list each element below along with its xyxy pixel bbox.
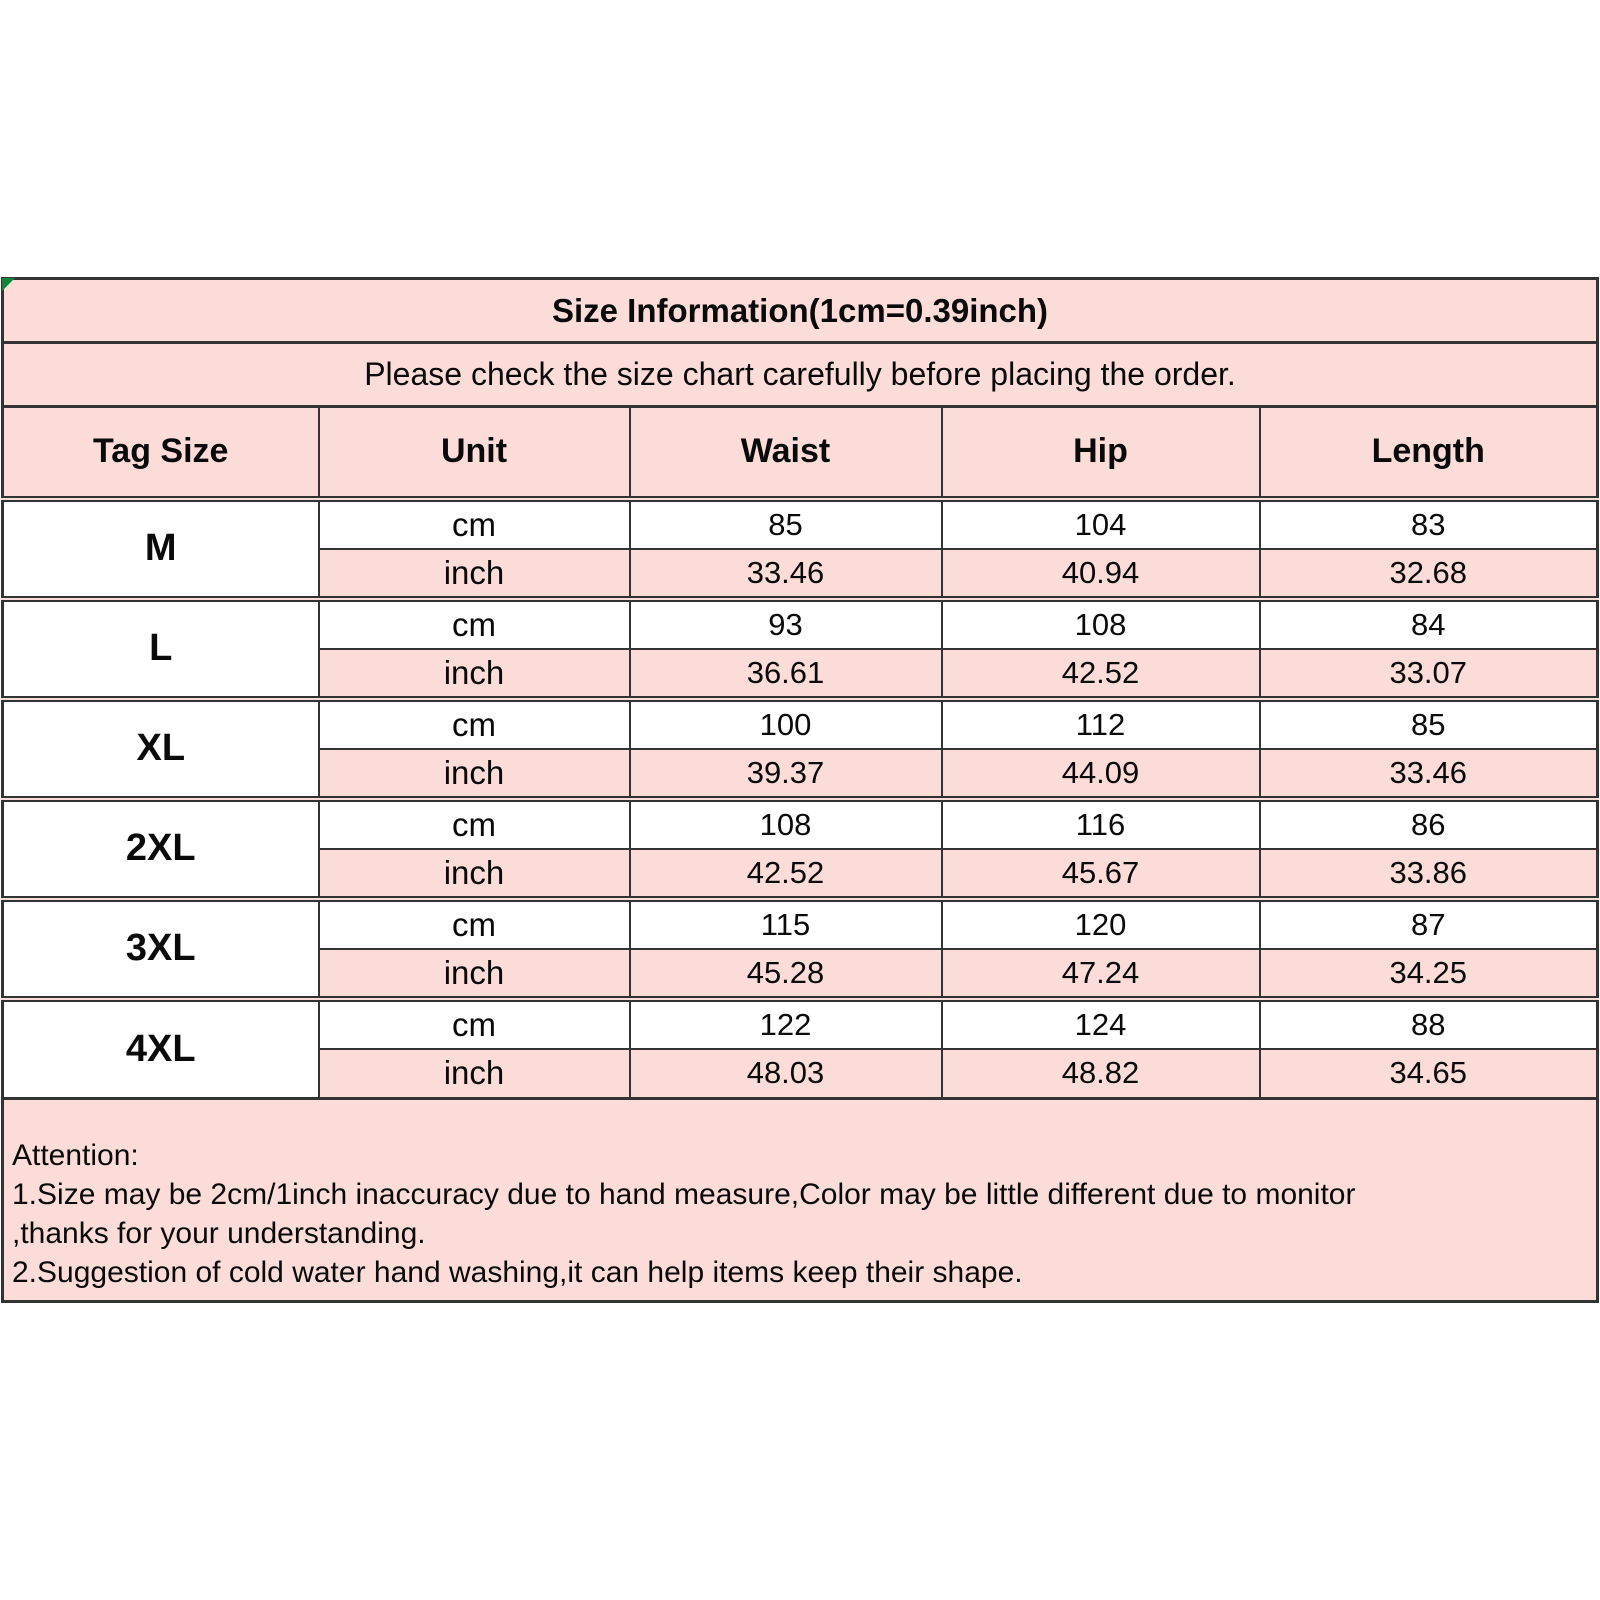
length-inch-value: 33.07	[1260, 649, 1598, 699]
hip-inch-value: 47.24	[942, 949, 1260, 999]
hip-cm-value: 108	[942, 599, 1260, 649]
waist-cm-value: 115	[630, 899, 942, 949]
waist-inch-value: 36.61	[630, 649, 942, 699]
unit-cm-label: cm	[319, 999, 630, 1049]
waist-inch-value: 39.37	[630, 749, 942, 799]
hip-inch-value: 40.94	[942, 549, 1260, 599]
hip-inch-value: 45.67	[942, 849, 1260, 899]
unit-cm-label: cm	[319, 899, 630, 949]
table-row	[3, 599, 1598, 649]
size-chart-table	[1, 277, 1599, 1303]
size-label-m: M	[3, 499, 319, 599]
col-header-tag-size: Tag Size	[3, 407, 319, 499]
length-inch-value: 34.65	[1260, 1049, 1598, 1099]
unit-inch-label: inch	[319, 549, 630, 599]
unit-cm-label: cm	[319, 499, 630, 549]
green-corner-marker-icon	[2, 278, 15, 291]
unit-inch-label: inch	[319, 1049, 630, 1099]
length-inch-value: 33.86	[1260, 849, 1598, 899]
length-cm-value: 84	[1260, 599, 1598, 649]
waist-inch-value: 45.28	[630, 949, 942, 999]
waist-cm-value: 93	[630, 599, 942, 649]
size-label-4xl: 4XL	[3, 999, 319, 1099]
waist-inch-value: 42.52	[630, 849, 942, 899]
header-row	[3, 407, 1598, 499]
waist-inch-value: 48.03	[630, 1049, 942, 1099]
waist-cm-value: 122	[630, 999, 942, 1049]
waist-cm-value: 100	[630, 699, 942, 749]
hip-cm-value: 104	[942, 499, 1260, 549]
length-cm-value: 88	[1260, 999, 1598, 1049]
length-cm-value: 85	[1260, 699, 1598, 749]
unit-inch-label: inch	[319, 749, 630, 799]
unit-inch-label: inch	[319, 949, 630, 999]
size-label-3xl: 3XL	[3, 899, 319, 999]
unit-cm-label: cm	[319, 699, 630, 749]
table-row	[3, 999, 1598, 1049]
hip-inch-value: 42.52	[942, 649, 1260, 699]
length-inch-value: 33.46	[1260, 749, 1598, 799]
table-title: Size Information(1cm=0.39inch)	[3, 279, 1598, 343]
col-header-length: Length	[1260, 407, 1598, 499]
length-inch-value: 34.25	[1260, 949, 1598, 999]
length-inch-value: 32.68	[1260, 549, 1598, 599]
unit-cm-label: cm	[319, 599, 630, 649]
attention-line-1: 1.Size may be 2cm/1inch inaccuracy due to hand measure,Color may be little different due to monitor	[12, 1178, 1356, 1211]
attention-heading: Attention:	[12, 1139, 139, 1172]
title-row	[3, 279, 1598, 343]
attention-note	[3, 1099, 1598, 1302]
waist-inch-value: 33.46	[630, 549, 942, 599]
col-header-unit: Unit	[319, 407, 630, 499]
table-row	[3, 799, 1598, 849]
unit-inch-label: inch	[319, 649, 630, 699]
attention-line-2: ,thanks for your understanding.	[12, 1217, 426, 1250]
length-cm-value: 83	[1260, 499, 1598, 549]
table-row	[3, 899, 1598, 949]
length-cm-value: 86	[1260, 799, 1598, 849]
hip-cm-value: 124	[942, 999, 1260, 1049]
attention-row	[3, 1099, 1598, 1302]
table-subtitle: Please check the size chart carefully before placing the order.	[3, 343, 1598, 407]
unit-cm-label: cm	[319, 799, 630, 849]
subtitle-row	[3, 343, 1598, 407]
hip-cm-value: 116	[942, 799, 1260, 849]
waist-cm-value: 108	[630, 799, 942, 849]
length-cm-value: 87	[1260, 899, 1598, 949]
table-row	[3, 699, 1598, 749]
size-label-2xl: 2XL	[3, 799, 319, 899]
size-label-xl: XL	[3, 699, 319, 799]
hip-inch-value: 44.09	[942, 749, 1260, 799]
table-row	[3, 499, 1598, 549]
col-header-waist: Waist	[630, 407, 942, 499]
hip-cm-value: 120	[942, 899, 1260, 949]
unit-inch-label: inch	[319, 849, 630, 899]
hip-inch-value: 48.82	[942, 1049, 1260, 1099]
waist-cm-value: 85	[630, 499, 942, 549]
col-header-hip: Hip	[942, 407, 1260, 499]
attention-line-3: 2.Suggestion of cold water hand washing,it can help items keep their shape.	[12, 1256, 1023, 1289]
hip-cm-value: 112	[942, 699, 1260, 749]
size-label-l: L	[3, 599, 319, 699]
